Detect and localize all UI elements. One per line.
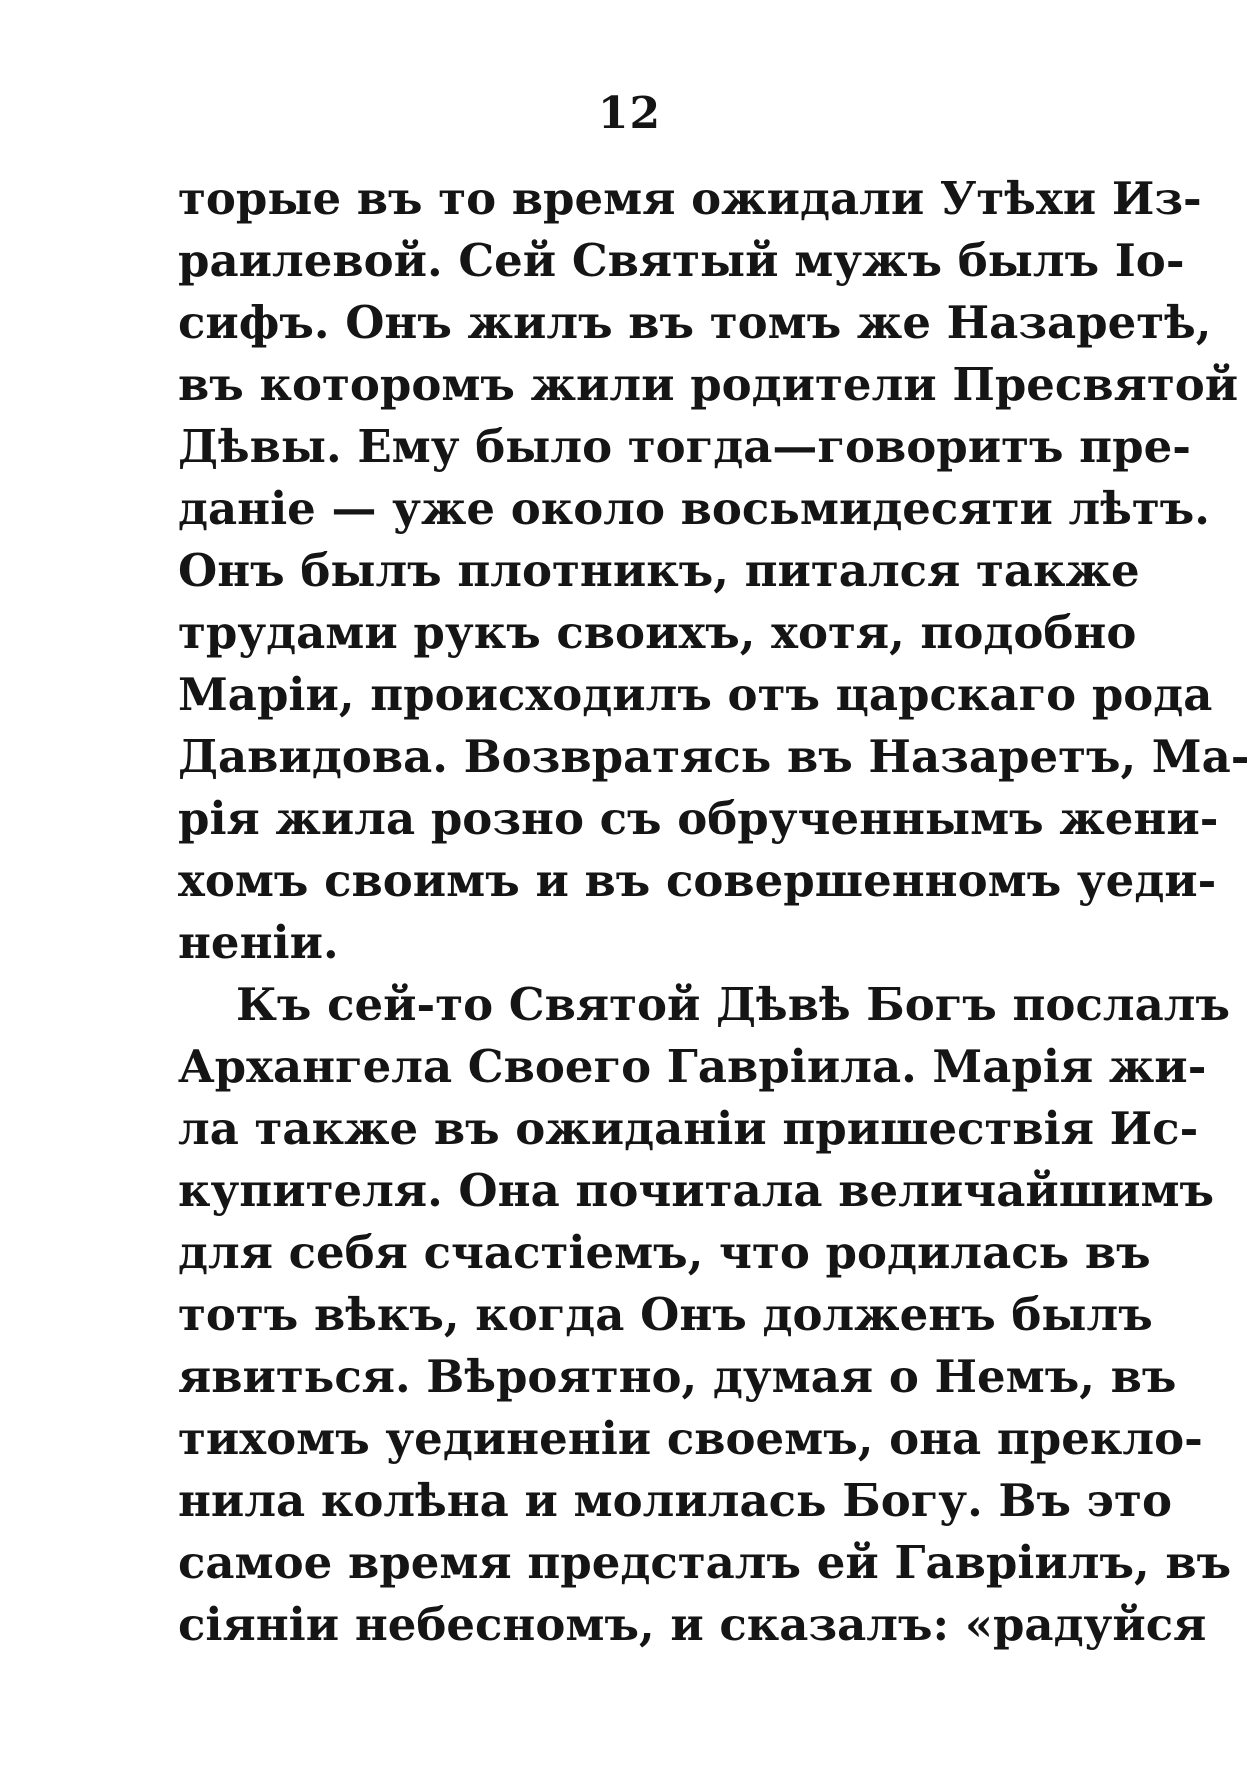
text-line: Маріи, происходилъ отъ царскаго рода — [178, 668, 1213, 721]
text-line: Онъ былъ плотникъ, питался также — [178, 544, 1140, 597]
paragraph-end-line: неніи. — [178, 916, 339, 969]
text-line: сіяніи небесномъ, и сказалъ: «радуйся — [178, 1598, 1207, 1651]
text-line: раилевой. Сей Святый мужъ былъ Іо- — [178, 234, 1185, 287]
text-line: нила колѣна и молилась Богу. Въ это — [178, 1474, 1172, 1527]
text-line: ла также въ ожиданіи пришествія Ис- — [178, 1102, 1199, 1155]
text-line: въ которомъ жили родители Пресвятой — [178, 358, 1239, 411]
text-line: хомъ своимъ и въ совершенномъ уеди- — [178, 854, 1217, 907]
text-line: Дѣвы. Ему было тогда—говоритъ пре- — [178, 420, 1191, 473]
text-line: купителя. Она почитала величайшимъ — [178, 1164, 1215, 1217]
text-line: явиться. Вѣроятно, думая о Немъ, въ — [178, 1350, 1177, 1403]
paragraph-first-line: Къ сей-то Святой Дѣвѣ Богъ послалъ — [236, 978, 1230, 1031]
text-line: рія жила розно съ обрученнымъ жени- — [178, 792, 1219, 845]
text-line: тотъ вѣкъ, когда Онъ долженъ былъ — [178, 1288, 1153, 1341]
text-line: самое время предсталъ ей Гавріилъ, въ — [178, 1536, 1232, 1589]
text-line: Давидова. Возвратясь въ Назаретъ, Ма- — [178, 730, 1250, 783]
text-line: тихомъ уединеніи своемъ, она преклo- — [178, 1412, 1203, 1465]
text-line: даніе — уже около восьмидесяти лѣтъ. — [178, 482, 1210, 535]
text-line: трудами рукъ своихъ, хотя, подобно — [178, 606, 1137, 659]
text-line: Архангела Своего Гавріила. Марія жи- — [178, 1040, 1207, 1093]
text-line: для себя счастіемъ, что родилась въ — [178, 1226, 1151, 1279]
body-text — [178, 168, 1250, 1656]
text-line: торые въ то время ожидали Утѣхи Из- — [178, 172, 1202, 225]
page-number: 12 — [597, 88, 662, 139]
text-line: сифъ. Онъ жилъ въ томъ же Назаретѣ, — [178, 296, 1212, 349]
